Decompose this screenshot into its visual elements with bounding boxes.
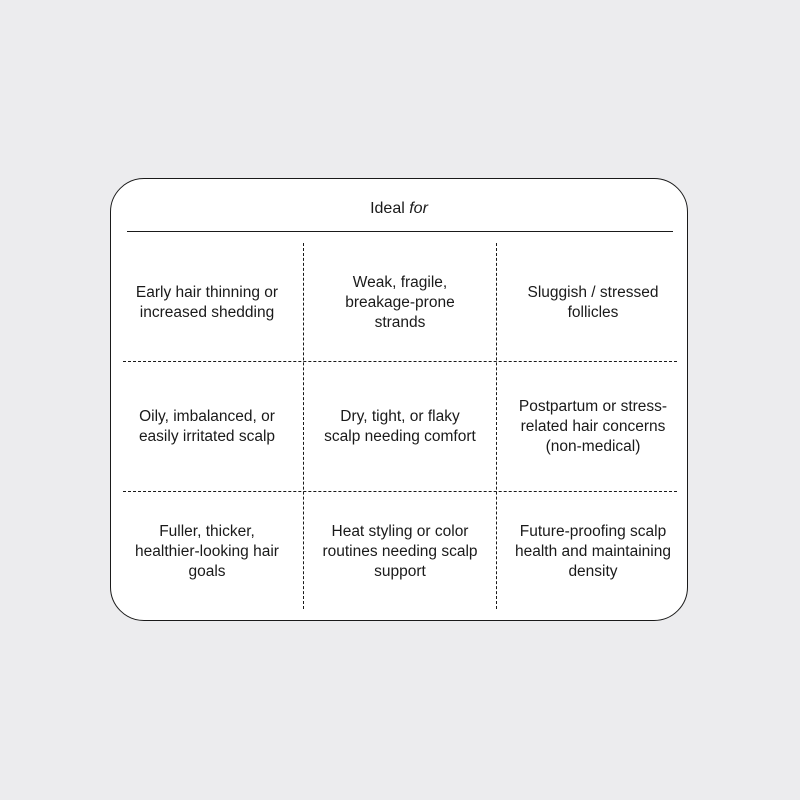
- cell-text: Future-proofing scalp health and maintaining density: [515, 523, 671, 580]
- cell-text: Heat styling or color routines needing scalp support: [322, 523, 478, 580]
- grid-cell-4: [111, 363, 303, 491]
- grid-cell-1: [111, 245, 303, 361]
- grid-cell-3: [497, 245, 689, 361]
- ideal-for-card: [110, 178, 688, 621]
- cell-text: Early hair thinning or increased shedding: [135, 284, 279, 321]
- grid-cell-5: [304, 363, 496, 491]
- card-title: [111, 199, 687, 219]
- cell-text: Sluggish / stressed follicles: [527, 284, 659, 321]
- title-divider: [127, 231, 673, 232]
- cell-text: Oily, imbalanced, or easily irritated scalp: [138, 408, 276, 445]
- grid-cell-7: [111, 493, 303, 611]
- cell-text: Weak, fragile, breakage-prone strands: [345, 274, 455, 331]
- grid-cell-8: [304, 493, 496, 611]
- grid-cell-2: [304, 245, 496, 361]
- row-divider-1: [123, 361, 677, 362]
- card-title-main: Ideal: [370, 200, 405, 217]
- cell-text: Dry, tight, or flaky scalp needing comfort: [324, 408, 476, 445]
- grid-cell-6: [497, 363, 689, 491]
- cell-text: Postpartum or stress-related hair concerns (non-medical): [518, 398, 668, 455]
- card-title-emphasis: for: [409, 200, 428, 217]
- cell-text: Fuller, thicker, healthier-looking hair goals: [135, 523, 279, 580]
- row-divider-2: [123, 491, 677, 492]
- grid-cell-9: [497, 493, 689, 611]
